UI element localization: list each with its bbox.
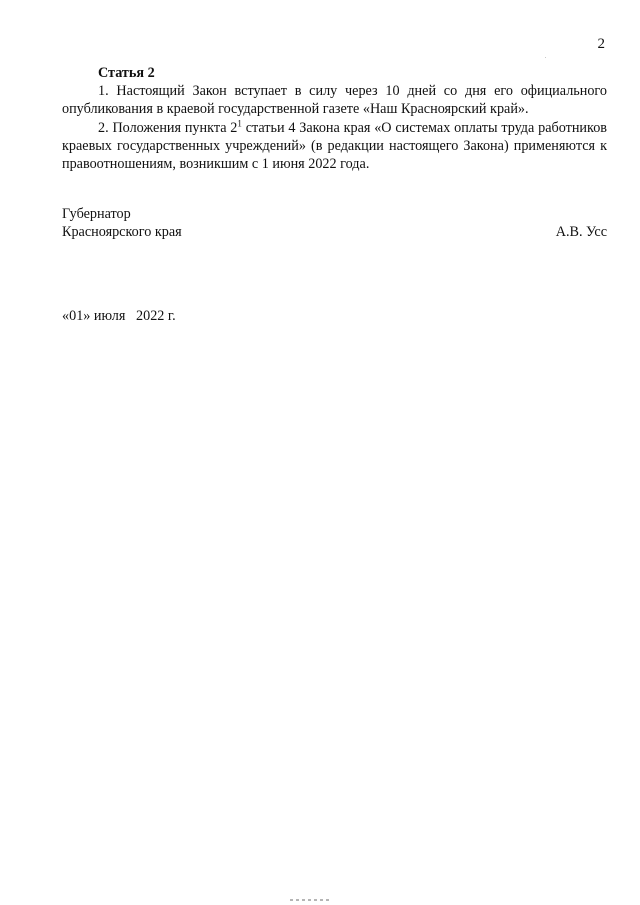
paragraph-2-text-end: статьи 4 Закона края «О системах оплаты труда работников краевых государственных учреждений» (в редакции настоящего Закона) применяются к правоотношениям, возникшим с 1 июня 2022 года. — [62, 119, 607, 173]
signing-date: «01» июля 2022 г. — [62, 308, 176, 324]
scan-speck — [545, 57, 546, 58]
article-title: Статья 2 — [98, 65, 155, 81]
signature-block — [62, 205, 607, 241]
signatory-title-line-2: Красноярского края — [62, 224, 182, 241]
page-number: 2 — [597, 36, 605, 52]
article-paragraph-1: 1. Настоящий Закон вступает в силу через 10 дней со дня его официального опубликования в краевой государственной газете «Наш Красноярский край». — [62, 83, 607, 118]
paragraph-2-superscript: 1 — [237, 117, 242, 128]
footer-scan-mark — [290, 899, 332, 901]
paragraph-2-text-start: 2. Положения пункта 2 — [98, 119, 238, 136]
signatory-name: А.В. Усс — [555, 224, 607, 240]
article-paragraph-2 — [62, 119, 607, 174]
article-section — [62, 64, 607, 173]
signatory-title-line-1: Губернатор — [62, 206, 131, 222]
